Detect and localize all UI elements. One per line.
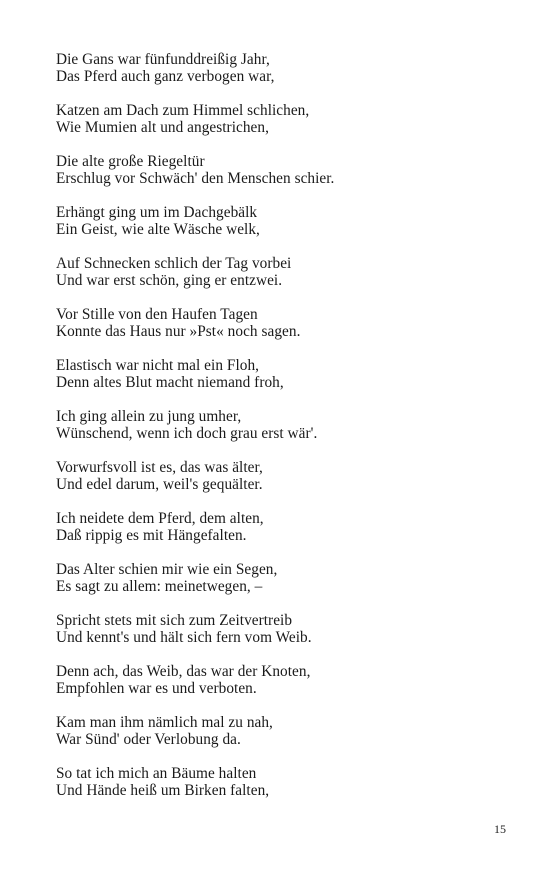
poem-line: Katzen am Dach zum Himmel schlichen, bbox=[56, 102, 310, 119]
stanza bbox=[56, 357, 516, 391]
page-number: 15 bbox=[494, 822, 506, 836]
stanza bbox=[56, 714, 516, 748]
stanza bbox=[56, 561, 516, 595]
poem-line: Das Pferd auch ganz verbogen war, bbox=[56, 68, 275, 86]
poem-line: Es sagt zu allem: meinetwegen, – bbox=[56, 578, 263, 596]
poem-line: Und Hände heiß um Birken falten, bbox=[56, 782, 270, 800]
poem-line: Ich neidete dem Pferd, dem alten, bbox=[56, 510, 264, 527]
stanza bbox=[56, 102, 516, 136]
stanza bbox=[56, 510, 516, 544]
poem-line: Konnte das Haus nur »Pst« noch sagen. bbox=[56, 323, 301, 341]
poem-line: Wie Mumien alt und angestrichen, bbox=[56, 119, 269, 137]
poem-line: Und kennt's und hält sich fern vom Weib. bbox=[56, 629, 312, 647]
poem-line: Wünschend, wenn ich doch grau erst wär'. bbox=[56, 425, 318, 443]
poem-line: Vorwurfsvoll ist es, das was älter, bbox=[56, 459, 263, 476]
stanza bbox=[56, 612, 516, 646]
poem-line: Die Gans war fünfunddreißig Jahr, bbox=[56, 51, 270, 68]
stanza bbox=[56, 306, 516, 340]
stanza bbox=[56, 255, 516, 289]
poem-line: Elastisch war nicht mal ein Floh, bbox=[56, 357, 260, 374]
poem-line: Und war erst schön, ging er entzwei. bbox=[56, 272, 283, 290]
stanza bbox=[56, 765, 516, 799]
poem-line: Empfohlen war es und verboten. bbox=[56, 680, 257, 698]
poem-line: Kam man ihm nämlich mal zu nah, bbox=[56, 714, 273, 731]
poem-line: So tat ich mich an Bäume halten bbox=[56, 765, 257, 782]
poem-body bbox=[56, 51, 516, 816]
stanza bbox=[56, 663, 516, 697]
poem-line: Erschlug vor Schwäch' den Menschen schier. bbox=[56, 170, 335, 188]
poem-line: Auf Schnecken schlich der Tag vorbei bbox=[56, 255, 292, 272]
poem-line: War Sünd' oder Verlobung da. bbox=[56, 731, 241, 749]
stanza bbox=[56, 153, 516, 187]
poem-line: Daß rippig es mit Hängefalten. bbox=[56, 527, 247, 545]
poem-line: Spricht stets mit sich zum Zeitvertreib bbox=[56, 612, 293, 629]
stanza bbox=[56, 408, 516, 442]
stanza bbox=[56, 459, 516, 493]
poem-line: Die alte große Riegeltür bbox=[56, 153, 205, 170]
stanza bbox=[56, 51, 516, 85]
poem-line: Ich ging allein zu jung umher, bbox=[56, 408, 242, 425]
poem-line: Ein Geist, wie alte Wäsche welk, bbox=[56, 221, 260, 239]
poem-line: Denn altes Blut macht niemand froh, bbox=[56, 374, 284, 392]
poem-line: Und edel darum, weil's gequälter. bbox=[56, 476, 263, 494]
poem-line: Denn ach, das Weib, das war der Knoten, bbox=[56, 663, 311, 680]
stanza bbox=[56, 204, 516, 238]
poem-line: Erhängt ging um im Dachgebälk bbox=[56, 204, 258, 221]
poem-line: Das Alter schien mir wie ein Segen, bbox=[56, 561, 278, 578]
poem-line: Vor Stille von den Haufen Tagen bbox=[56, 306, 258, 323]
